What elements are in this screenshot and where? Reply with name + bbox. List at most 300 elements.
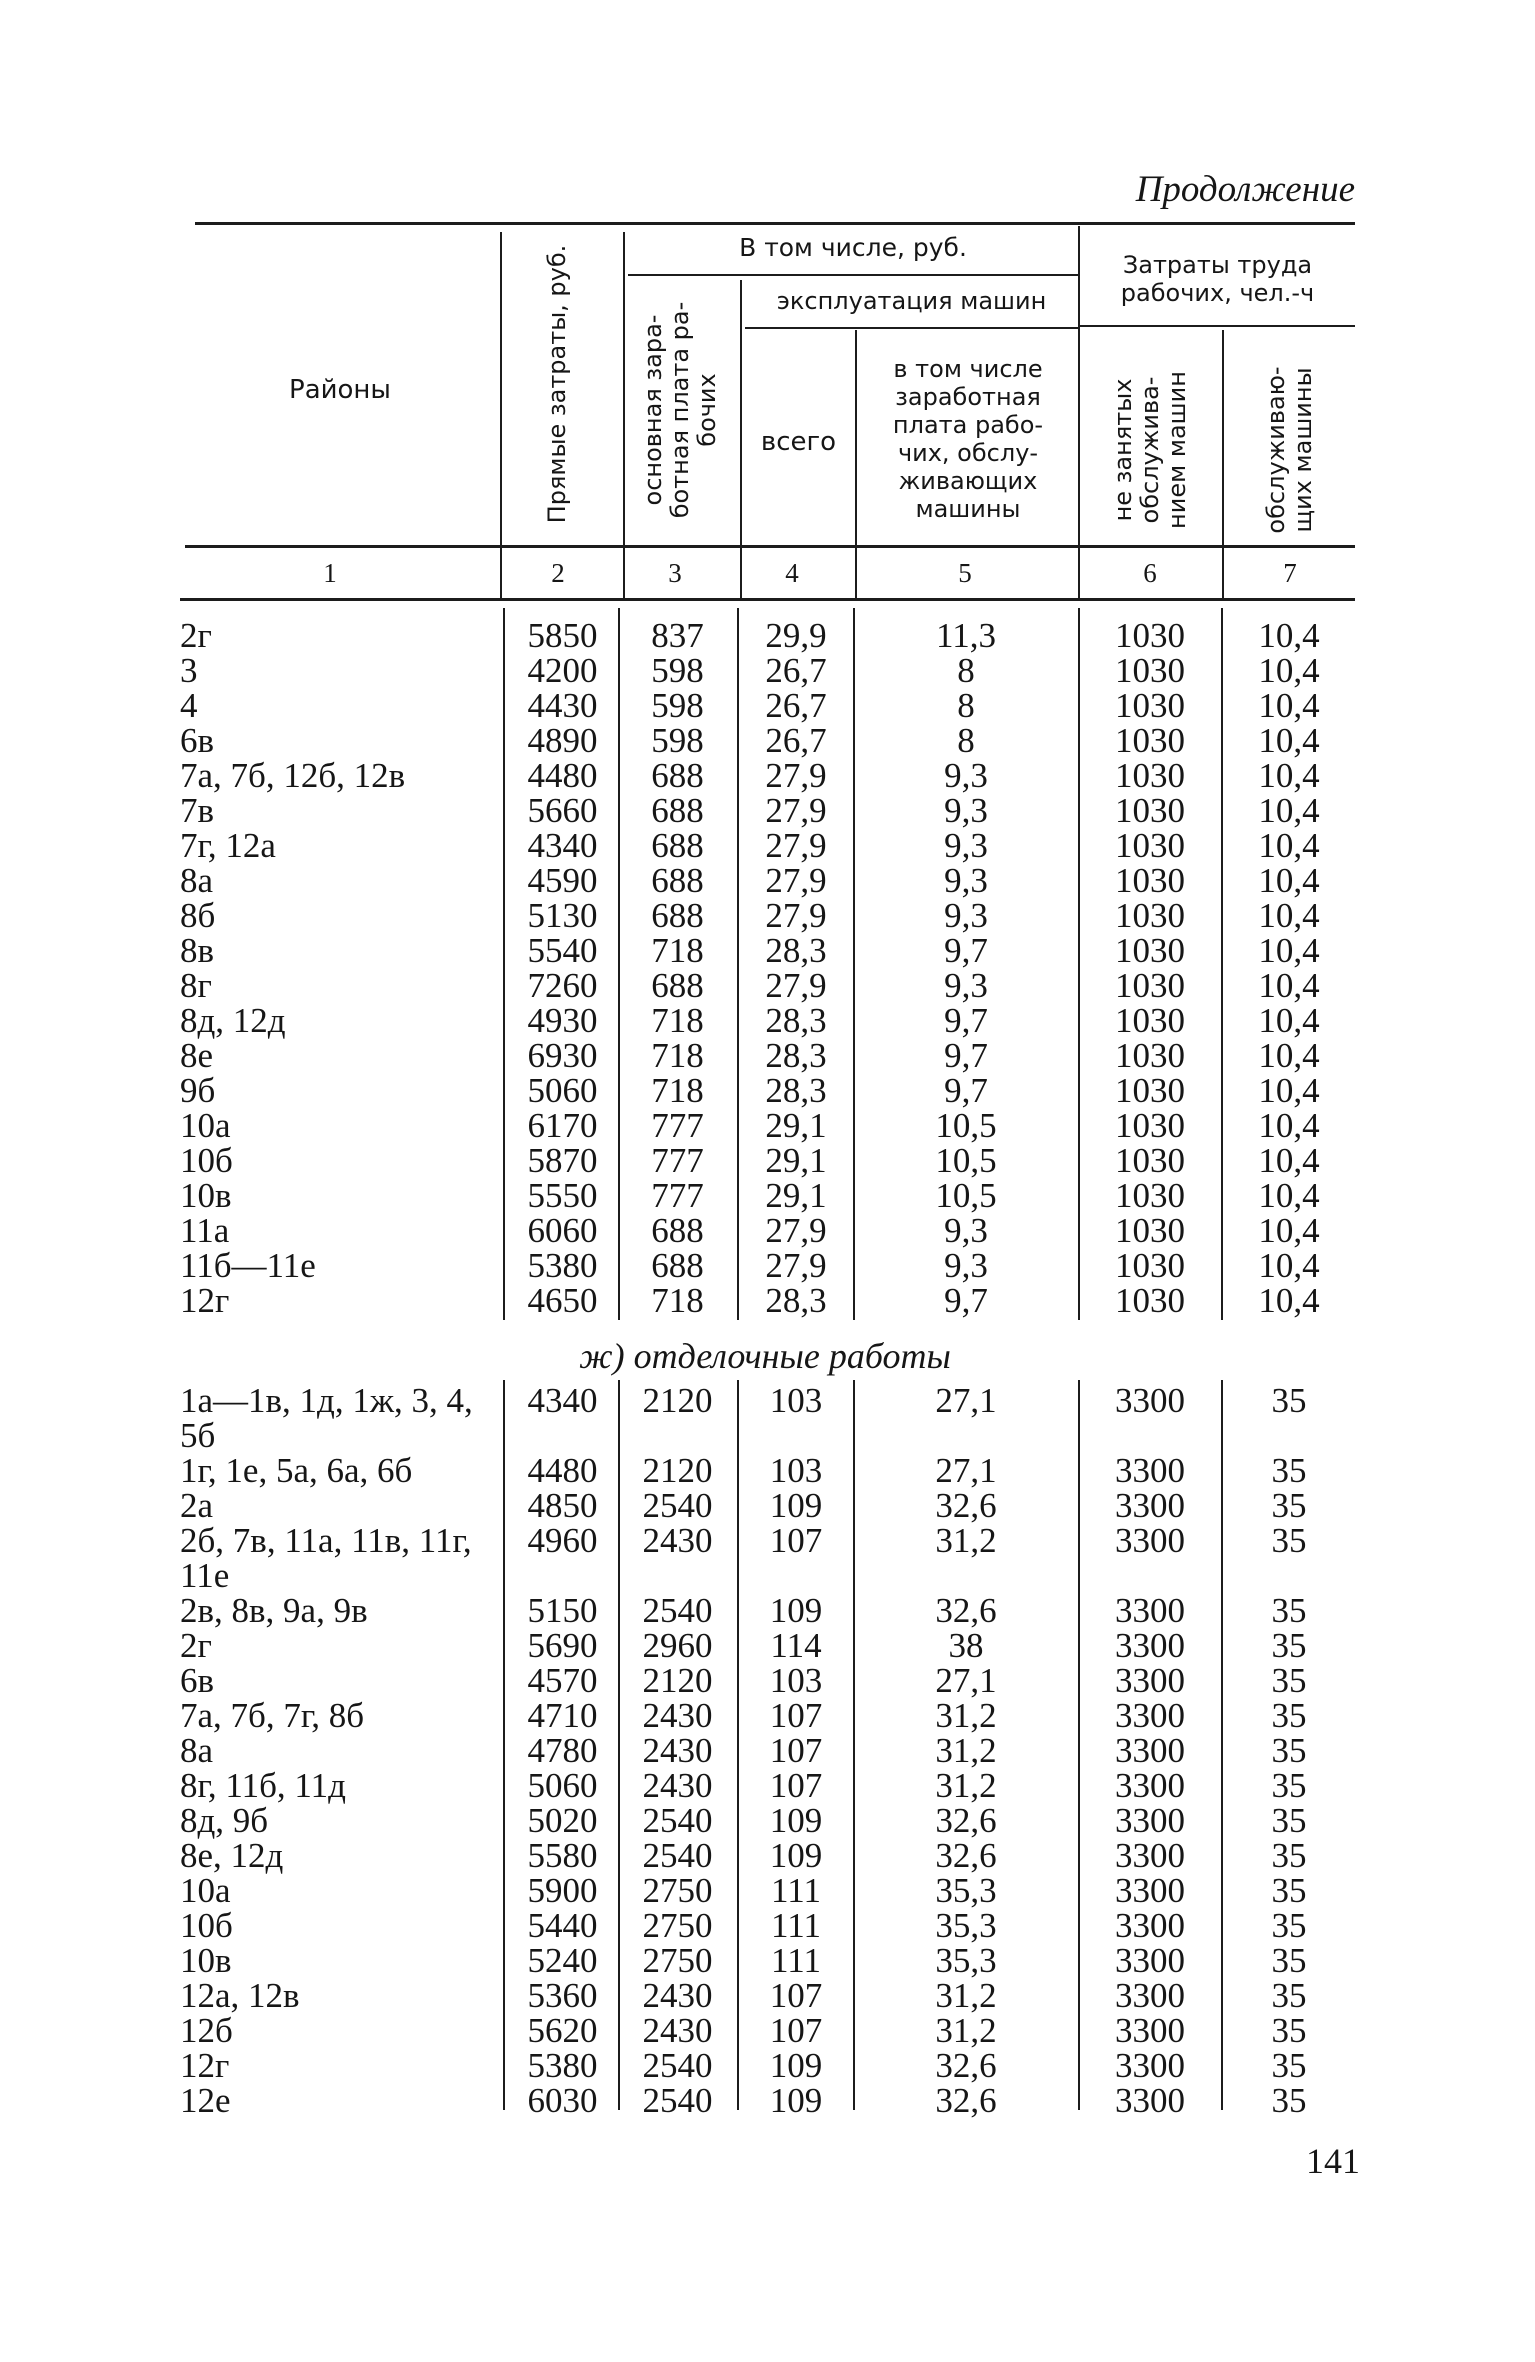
rayon-cell: 7в (180, 791, 215, 830)
value-cell-col7: 35 (1271, 1591, 1307, 1630)
value-cell-col4: 27,9 (765, 861, 827, 900)
value-cell-col2: 5660 (527, 791, 598, 830)
value-cell-col2: 6930 (527, 1036, 598, 1075)
value-cell-col2: 4890 (527, 721, 598, 760)
value-cell-col7: 35 (1271, 2081, 1307, 2120)
value-cell-col6: 1030 (1115, 616, 1185, 655)
rayon-cell: 2г (180, 616, 212, 655)
rayon-cell: 12г (180, 2046, 230, 2085)
value-cell-col2: 6060 (527, 1211, 598, 1250)
value-cell-col2: 5380 (527, 2046, 598, 2085)
header-bottom-rule (185, 545, 1355, 548)
body-e-sep-1 (503, 608, 505, 1320)
value-cell-col6: 3300 (1115, 1801, 1185, 1840)
value-cell-col6: 3300 (1115, 1941, 1185, 1980)
value-cell-col2: 5550 (527, 1176, 598, 1215)
value-cell-col7: 35 (1271, 1836, 1307, 1875)
value-cell-col5: 8 (957, 721, 975, 760)
value-cell-col4: 28,3 (765, 1036, 827, 1075)
value-cell-col5: 38 (948, 1626, 984, 1665)
rayon-cell: 2б, 7в, 11а, 11в, 11г, (180, 1521, 472, 1560)
value-cell-col2: 4710 (527, 1696, 598, 1735)
value-cell-col4: 28,3 (765, 931, 827, 970)
value-cell-col4: 27,9 (765, 791, 827, 830)
value-cell-col5: 31,2 (935, 1976, 997, 2015)
value-cell-col2: 4780 (527, 1731, 598, 1770)
value-cell-col2: 4340 (527, 1381, 598, 1420)
rayon-cell: 2в, 8в, 9а, 9в (180, 1591, 368, 1630)
value-cell-col6: 3300 (1115, 1906, 1185, 1945)
value-cell-col5: 9,3 (944, 1246, 988, 1285)
value-cell-col5: 8 (957, 686, 975, 725)
value-cell-col4: 28,3 (765, 1001, 827, 1040)
header-pryamye-zatraty: Прямые затраты, руб. (543, 244, 571, 524)
rayon-cell: 11а (180, 1211, 230, 1250)
value-cell-col5: 31,2 (935, 1696, 997, 1735)
header-obsluzh-line: щих машины (1289, 367, 1317, 533)
value-cell-col6: 1030 (1115, 1001, 1185, 1040)
header-v-tom-chisle: В том числе, руб. (739, 233, 967, 262)
value-cell-col3: 777 (651, 1176, 704, 1215)
rayon-cell: 2а (180, 1486, 214, 1525)
value-cell-col7: 35 (1271, 1381, 1307, 1420)
value-cell-col6: 1030 (1115, 686, 1185, 725)
value-cell-col3: 688 (651, 896, 704, 935)
header-zatraty-line: Затраты труда (1122, 251, 1313, 279)
value-cell-col5: 9,7 (944, 931, 988, 970)
value-cell-col3: 2430 (642, 1976, 713, 2015)
colnum-6: 6 (1143, 558, 1157, 588)
value-cell-col3: 598 (651, 686, 704, 725)
value-cell-col5: 32,6 (935, 1591, 997, 1630)
value-cell-col5: 9,3 (944, 756, 988, 795)
value-cell-col2: 5150 (527, 1591, 598, 1630)
value-cell-col3: 598 (651, 651, 704, 690)
value-cell-col4: 28,3 (765, 1281, 827, 1320)
value-cell-col3: 2540 (642, 1801, 713, 1840)
value-cell-col2: 4340 (527, 826, 598, 865)
value-cell-col6: 3300 (1115, 1976, 1185, 2015)
value-cell-col7: 10,4 (1258, 1001, 1320, 1040)
rayon-cell: 8д, 12д (180, 1001, 286, 1040)
value-cell-col7: 10,4 (1258, 1071, 1320, 1110)
value-cell-col6: 3300 (1115, 1731, 1185, 1770)
value-cell-col6: 3300 (1115, 1486, 1185, 1525)
value-cell-col7: 35 (1271, 1626, 1307, 1665)
value-cell-col5: 8 (957, 651, 975, 690)
value-cell-col3: 688 (651, 791, 704, 830)
header-zp-line: плата рабо- (892, 411, 1044, 439)
value-cell-col6: 1030 (1115, 1036, 1185, 1075)
value-cell-col3: 2750 (642, 1871, 713, 1910)
value-cell-col3: 2540 (642, 1591, 713, 1630)
value-cell-col7: 10,4 (1258, 791, 1320, 830)
rayon-cell: 8в (180, 931, 215, 970)
value-cell-col2: 5060 (527, 1071, 598, 1110)
value-cell-col3: 688 (651, 1211, 704, 1250)
colnum-4: 4 (785, 558, 799, 588)
value-cell-col5: 10,5 (935, 1141, 997, 1180)
value-cell-col5: 32,6 (935, 1836, 997, 1875)
header-top-rule (195, 222, 1355, 225)
rayon-cell: 8б (180, 896, 216, 935)
value-cell-col7: 10,4 (1258, 686, 1320, 725)
value-cell-col5: 35,3 (935, 1941, 997, 1980)
value-cell-col3: 2430 (642, 2011, 713, 2050)
value-cell-col6: 1030 (1115, 826, 1185, 865)
zatraty-rule (1078, 325, 1355, 327)
value-cell-col6: 1030 (1115, 861, 1185, 900)
value-cell-col3: 2430 (642, 1696, 713, 1735)
value-cell-col2: 4480 (527, 756, 598, 795)
continuation-label: Продолжение (1135, 169, 1355, 210)
header-zp-line: заработная (895, 383, 1041, 411)
value-cell-col3: 2430 (642, 1766, 713, 1805)
value-cell-col7: 10,4 (1258, 1176, 1320, 1215)
value-cell-col5: 31,2 (935, 1766, 997, 1805)
page-number: 141 (1306, 2141, 1360, 2181)
body-zh-sep-1 (503, 1380, 505, 2110)
value-cell-col5: 31,2 (935, 1731, 997, 1770)
value-cell-col6: 3300 (1115, 2046, 1185, 2085)
value-cell-col3: 718 (651, 1001, 704, 1040)
rayon-cell: 10в (180, 1176, 232, 1215)
value-cell-col4: 107 (769, 1766, 823, 1805)
value-cell-col2: 5900 (527, 1871, 598, 1910)
value-cell-col4: 107 (769, 1731, 823, 1770)
header-ekspluataciya-mashin: эксплуатация машин (776, 287, 1047, 315)
value-cell-col5: 27,1 (935, 1451, 997, 1490)
value-cell-col6: 1030 (1115, 931, 1185, 970)
rayon-cell: 10в (180, 1941, 232, 1980)
value-cell-col5: 9,7 (944, 1071, 988, 1110)
value-cell-col3: 718 (651, 1281, 704, 1320)
value-cell-col4: 29,1 (765, 1106, 827, 1145)
value-cell-col5: 27,1 (935, 1381, 997, 1420)
rayon-cell: 10а (180, 1106, 231, 1145)
value-cell-col6: 3300 (1115, 2081, 1185, 2120)
header-zp-line: машины (915, 495, 1021, 523)
value-cell-col3: 718 (651, 1036, 704, 1075)
value-cell-col6: 1030 (1115, 1281, 1185, 1320)
value-cell-col6: 3300 (1115, 1766, 1185, 1805)
value-cell-col2: 4850 (527, 1486, 598, 1525)
rayon-cell: 8д, 9б (180, 1801, 269, 1840)
rayon-cell: 8г, 11б, 11д (180, 1766, 346, 1805)
value-cell-col2: 5130 (527, 896, 598, 935)
header-zatraty-truda (1080, 251, 1355, 307)
value-cell-col3: 777 (651, 1141, 704, 1180)
value-cell-col4: 109 (769, 1591, 823, 1630)
value-cell-col2: 5540 (527, 931, 598, 970)
value-cell-col4: 103 (769, 1381, 823, 1420)
value-cell-col2: 4200 (527, 651, 598, 690)
value-cell-col7: 10,4 (1258, 651, 1320, 690)
value-cell-col5: 27,1 (935, 1661, 997, 1700)
value-cell-col4: 111 (771, 1941, 821, 1980)
header-vsego: всего (760, 427, 837, 457)
value-cell-col2: 4570 (527, 1661, 598, 1700)
value-cell-col7: 35 (1271, 1661, 1307, 1700)
value-cell-col4: 111 (771, 1906, 821, 1945)
value-cell-col7: 10,4 (1258, 756, 1320, 795)
value-cell-col6: 3300 (1115, 1696, 1185, 1735)
rayon-cell: 12е (180, 2081, 231, 2120)
value-cell-col6: 1030 (1115, 966, 1185, 1005)
value-cell-col2: 5240 (527, 1941, 598, 1980)
value-cell-col6: 3300 (1115, 1626, 1185, 1665)
rayon-cell: 12а, 12в (180, 1976, 300, 2015)
v-tom-chisle-rule (628, 274, 1078, 276)
value-cell-col4: 29,1 (765, 1176, 827, 1215)
rayon-cell: 8а (180, 1731, 214, 1770)
rayon-cell: 12б (180, 2011, 233, 2050)
value-cell-col5: 9,7 (944, 1281, 988, 1320)
rayon-cell: 6в (180, 1661, 215, 1700)
rayon-cell: 7а, 7б, 12б, 12в (180, 756, 406, 795)
value-cell-col7: 10,4 (1258, 896, 1320, 935)
value-cell-col3: 2750 (642, 1906, 713, 1945)
value-cell-col6: 1030 (1115, 756, 1185, 795)
value-cell-col4: 27,9 (765, 1211, 827, 1250)
value-cell-col6: 3300 (1115, 2011, 1185, 2050)
value-cell-col3: 2540 (642, 1836, 713, 1875)
value-cell-col5: 10,5 (935, 1106, 997, 1145)
header-obsluzh-line: обслуживаю- (1262, 366, 1290, 534)
value-cell-col4: 103 (769, 1661, 823, 1700)
value-cell-col7: 35 (1271, 1521, 1307, 1560)
value-cell-col4: 29,9 (765, 616, 827, 655)
value-cell-col5: 9,7 (944, 1001, 988, 1040)
value-cell-col3: 2430 (642, 1731, 713, 1770)
value-cell-col6: 1030 (1115, 791, 1185, 830)
header-sep-4 (855, 330, 857, 598)
value-cell-col5: 31,2 (935, 1521, 997, 1560)
value-cell-col2: 5850 (527, 616, 598, 655)
value-cell-col3: 2750 (642, 1941, 713, 1980)
value-cell-col6: 3300 (1115, 1661, 1185, 1700)
value-cell-col2: 6030 (527, 2081, 598, 2120)
colnum-5: 5 (958, 558, 972, 588)
value-cell-col4: 103 (769, 1451, 823, 1490)
value-cell-col7: 35 (1271, 1696, 1307, 1735)
value-cell-col2: 6170 (527, 1106, 598, 1145)
rayon-cell: 8г (180, 966, 212, 1005)
value-cell-col4: 107 (769, 1976, 823, 2015)
value-cell-col2: 4650 (527, 1281, 598, 1320)
value-cell-col3: 2540 (642, 2081, 713, 2120)
value-cell-col4: 26,7 (765, 686, 827, 725)
value-cell-col3: 837 (651, 616, 704, 655)
rayon-cell: 10а (180, 1871, 231, 1910)
rayon-cell: 8е (180, 1036, 214, 1075)
colnum-2: 2 (551, 558, 565, 588)
value-cell-col4: 111 (771, 1871, 821, 1910)
value-cell-col4: 26,7 (765, 721, 827, 760)
value-cell-col4: 109 (769, 2046, 823, 2085)
value-cell-col5: 9,7 (944, 1036, 988, 1075)
rayon-cell: 4 (180, 686, 198, 725)
colnum-1: 1 (323, 558, 337, 588)
value-cell-col4: 28,3 (765, 1071, 827, 1110)
value-cell-col2: 4430 (527, 686, 598, 725)
value-cell-col3: 2960 (642, 1626, 713, 1665)
rayon-cell: 8е, 12д (180, 1836, 284, 1875)
value-cell-col5: 10,5 (935, 1176, 997, 1215)
rayon-cell: 12г (180, 1281, 230, 1320)
rayon-cell: 1г, 1е, 5а, 6а, 6б (180, 1451, 413, 1490)
value-cell-col4: 107 (769, 1521, 823, 1560)
header-osnovnaya-line3: бочих (693, 373, 721, 447)
value-cell-col7: 35 (1271, 2011, 1307, 2050)
value-cell-col5: 9,3 (944, 791, 988, 830)
header-zp-line: живающих (898, 467, 1038, 495)
value-cell-col5: 32,6 (935, 2046, 997, 2085)
header-osnovnaya-line2: ботная плата ра- (666, 301, 694, 519)
value-cell-col7: 10,4 (1258, 1141, 1320, 1180)
value-cell-col2: 7260 (527, 966, 598, 1005)
header-zp-line: в том числе (893, 355, 1043, 383)
value-cell-col7: 10,4 (1258, 861, 1320, 900)
value-cell-col6: 1030 (1115, 1141, 1185, 1180)
header-sep-6 (1222, 330, 1224, 598)
ekspluataciya-rule (745, 327, 1078, 329)
value-cell-col3: 2120 (642, 1661, 713, 1700)
header-zp-line: чих, обслу- (897, 439, 1039, 467)
value-cell-col3: 688 (651, 966, 704, 1005)
colnum-bottom-rule (180, 598, 1355, 601)
value-cell-col2: 5870 (527, 1141, 598, 1180)
value-cell-col2: 5620 (527, 2011, 598, 2050)
value-cell-col7: 35 (1271, 1451, 1307, 1490)
value-cell-col7: 10,4 (1258, 966, 1320, 1005)
value-cell-col3: 2540 (642, 1486, 713, 1525)
value-cell-col5: 31,2 (935, 2011, 997, 2050)
value-cell-col5: 9,3 (944, 826, 988, 865)
value-cell-col4: 27,9 (765, 1246, 827, 1285)
value-cell-col4: 107 (769, 2011, 823, 2050)
value-cell-col6: 1030 (1115, 1246, 1185, 1285)
header-osnovnaya-line1: основная зара- (639, 314, 667, 506)
colnum-3: 3 (668, 558, 682, 588)
value-cell-col3: 688 (651, 826, 704, 865)
rayon-cell: 8а (180, 861, 214, 900)
value-cell-col4: 26,7 (765, 651, 827, 690)
value-cell-col7: 35 (1271, 1906, 1307, 1945)
value-cell-col7: 10,4 (1258, 616, 1320, 655)
rayon-cell: 10б (180, 1906, 233, 1945)
value-cell-col7: 10,4 (1258, 1036, 1320, 1075)
value-cell-col5: 9,3 (944, 966, 988, 1005)
value-cell-col3: 718 (651, 931, 704, 970)
value-cell-col4: 27,9 (765, 826, 827, 865)
value-cell-col6: 3300 (1115, 1451, 1185, 1490)
rayon-cell: 6в (180, 721, 215, 760)
value-cell-col7: 35 (1271, 1731, 1307, 1770)
value-cell-col6: 3300 (1115, 1836, 1185, 1875)
value-cell-col7: 10,4 (1258, 1246, 1320, 1285)
value-cell-col4: 114 (770, 1626, 822, 1665)
body-zh-sep-4 (853, 1380, 855, 2110)
header-sep-1 (500, 232, 502, 598)
value-cell-col3: 2540 (642, 2046, 713, 2085)
value-cell-col4: 27,9 (765, 966, 827, 1005)
value-cell-col5: 9,3 (944, 1211, 988, 1250)
value-cell-col5: 32,6 (935, 1801, 997, 1840)
rayon-cell: 7а, 7б, 7г, 8б (180, 1696, 365, 1735)
value-cell-col6: 1030 (1115, 1106, 1185, 1145)
value-cell-col2: 5020 (527, 1801, 598, 1840)
value-cell-col6: 1030 (1115, 1071, 1185, 1110)
value-cell-col7: 35 (1271, 1486, 1307, 1525)
value-cell-col5: 35,3 (935, 1871, 997, 1910)
header-sep-2 (623, 232, 625, 598)
value-cell-col3: 598 (651, 721, 704, 760)
value-cell-col2: 5060 (527, 1766, 598, 1805)
value-cell-col3: 718 (651, 1071, 704, 1110)
body-e-sep-3 (737, 608, 739, 1320)
value-cell-col3: 688 (651, 861, 704, 900)
value-cell-col5: 9,3 (944, 896, 988, 935)
value-cell-col7: 35 (1271, 2046, 1307, 2085)
value-cell-col7: 35 (1271, 1801, 1307, 1840)
colnum-7: 7 (1283, 558, 1297, 588)
rayon-cell: 2г (180, 1626, 212, 1665)
section-title-otdelochnye: ж) отделочные работы (579, 1336, 951, 1376)
rayon-cell-continuation: 5б (180, 1416, 216, 1455)
value-cell-col2: 4590 (527, 861, 598, 900)
rayon-cell: 7г, 12а (180, 826, 276, 865)
value-cell-col2: 5440 (527, 1906, 598, 1945)
value-cell-col7: 35 (1271, 1766, 1307, 1805)
value-cell-col6: 1030 (1115, 1211, 1185, 1250)
value-cell-col6: 3300 (1115, 1591, 1185, 1630)
value-cell-col2: 5580 (527, 1836, 598, 1875)
value-cell-col3: 2120 (642, 1451, 713, 1490)
header-zatraty-line: рабочих, чел.-ч (1120, 279, 1315, 307)
rayon-cell: 9б (180, 1071, 216, 1110)
value-cell-col5: 11,3 (936, 616, 996, 655)
value-cell-col7: 35 (1271, 1941, 1307, 1980)
value-cell-col6: 1030 (1115, 896, 1185, 935)
header-ne-zanyatyh-line: не занятых (1109, 378, 1137, 522)
value-cell-col3: 2120 (642, 1381, 713, 1420)
value-cell-col4: 109 (769, 1801, 823, 1840)
value-cell-col6: 1030 (1115, 1176, 1185, 1215)
value-cell-col3: 2430 (642, 1521, 713, 1560)
value-cell-col5: 32,6 (935, 1486, 997, 1525)
body-e-sep-4 (853, 608, 855, 1320)
value-cell-col7: 10,4 (1258, 826, 1320, 865)
header-v-tom-chisle-zp (858, 355, 1078, 523)
value-cell-col2: 5380 (527, 1246, 598, 1285)
value-cell-col3: 688 (651, 1246, 704, 1285)
value-cell-col6: 1030 (1115, 651, 1185, 690)
value-cell-col4: 109 (769, 1486, 823, 1525)
body-zh-sep-3 (737, 1380, 739, 2110)
value-cell-col7: 10,4 (1258, 1106, 1320, 1145)
rayon-cell: 11б—11е (180, 1246, 316, 1285)
rayon-cell: 3 (180, 651, 198, 690)
rayon-cell-continuation: 11е (180, 1556, 230, 1595)
value-cell-col7: 10,4 (1258, 931, 1320, 970)
value-cell-col7: 35 (1271, 1976, 1307, 2015)
header-ne-zanyatyh-line: обслужива- (1136, 376, 1164, 524)
value-cell-col2: 5690 (527, 1626, 598, 1665)
value-cell-col6: 3300 (1115, 1521, 1185, 1560)
value-cell-col5: 9,3 (944, 861, 988, 900)
value-cell-col2: 4480 (527, 1451, 598, 1490)
